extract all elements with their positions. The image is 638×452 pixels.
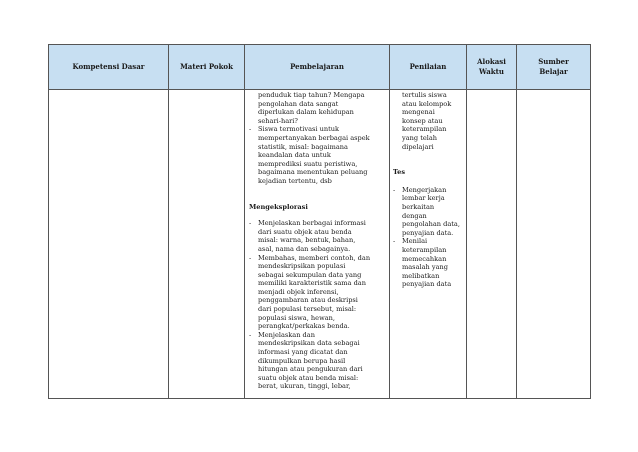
header-row [49,45,591,90]
header-pembelajaran [245,45,390,90]
list-item [249,331,386,391]
text-line: mendeskripsikan data sebagai [258,339,360,348]
text-line: atau kelompok [402,99,452,108]
list-item [249,254,386,331]
header-alokasi-line2: Waktu [479,67,504,76]
text-line: melibatkan [402,271,440,280]
bullet-dash: - [249,125,252,134]
text-line: mengenai [402,108,435,117]
text-line: sebagai sekumpulan data yang [258,270,362,279]
header-materi-pokok [169,45,245,90]
text-line: suatu objek atau benda misal: [258,373,359,382]
text-line: keandalan data untuk [258,151,331,160]
text-line: hitungan atau pengukuran dari [258,365,363,374]
header-sumber-line2: Belajar [539,67,568,76]
text-line: Menjelaskan dan [258,330,315,339]
list-item [249,125,386,185]
text-line: memecahkan [402,254,447,263]
bullet-dash: - [393,185,396,194]
text-line: dengan [402,211,427,220]
text-line: tertulis siswa [402,91,447,99]
text-line: masalah yang [402,263,449,272]
header-kompetensi-dasar [49,45,169,90]
text-line: sehari-hari? [258,116,298,125]
text-line: misal: warna, bentuk, bahan, [258,236,356,245]
header-alokasi-waktu [467,45,517,90]
text-line: keterampilan [402,125,447,134]
header-materi-label: Materi Pokok [180,62,233,71]
text-line: pengolahan data sangat [258,99,339,108]
section-title-tes: Tes [393,168,406,177]
text-line: keterampilan [402,245,447,254]
text-line: perangkat/perkakas benda. [258,322,350,331]
text-line: dari populasi tersebut, misal: [258,305,357,314]
text-line: berkaitan [402,202,435,211]
list-item [393,186,463,238]
text-line: penggambaran atau deskripsi [258,296,358,305]
cell-materi-pokok [169,90,245,399]
section-title-mengeksplorasi: Mengeksplorasi [249,202,308,211]
header-sumber-line1: Sumber [538,57,569,66]
text-line: penduduk tiap tahun? Mengapa [258,91,365,99]
text-line: informasi yang dicatat dan [258,348,348,357]
header-penilaian-label: Penilaian [409,62,447,71]
table-row [49,90,591,399]
header-sumber-belajar [517,45,591,90]
pembelajaran-intro [249,91,386,125]
text-line: yang telah [402,133,438,142]
cell-pembelajaran [245,90,390,399]
list-item [249,219,386,253]
bullet-dash: - [393,237,396,246]
text-line: Mengerjakan [402,185,447,194]
text-line: penyajian data. [402,228,454,237]
text-line: Menjelaskan berbagai informasi [258,219,366,228]
penilaian-intro [393,91,463,151]
text-line: memiliki karakteristik sama dan [258,279,366,288]
text-line: Membahas, memberi contoh, dan [258,253,371,262]
header-pembelajaran-label: Pembelajaran [290,62,344,71]
text-line: statistik, misal: bagaimana [258,142,348,151]
text-line: pengolahan data, [402,220,460,229]
header-penilaian [390,45,467,90]
text-line: mempertanyakan berbagai aspek [258,133,370,142]
bullet-dash: - [249,219,252,228]
text-line: Menilai [402,237,428,246]
text-line: populasi siswa, hewan, [258,313,335,322]
text-line: lembar kerja [402,194,445,203]
text-line: menjadi objek inferensi, [258,287,339,296]
text-line: dari suatu objek atau benda [258,227,352,236]
text-line: Siswa termotivasi untuk [258,125,339,134]
bullet-dash: - [249,253,252,262]
text-line: dikumpulkan berupa hasil [258,356,346,365]
header-alokasi-line1: Alokasi [477,57,506,66]
cell-kompetensi-dasar [49,90,169,399]
text-line: diperlukan dalam kehidupan [258,108,354,117]
header-kompetensi-label: Kompetensi Dasar [72,62,145,71]
cell-penilaian [390,90,467,399]
text-line: dipelajari [402,142,434,151]
syllabus-table [48,44,591,399]
text-line: asal, nama dan sebagainya. [258,244,351,253]
cell-sumber-belajar [517,90,591,399]
text-line: penyajian data [402,280,452,289]
list-item [393,237,463,289]
text-line: kejadian tertentu, dsb [258,176,332,185]
text-line: bagaimana menentukan peluang [258,168,368,177]
text-line: konsep atau [402,116,443,125]
bullet-dash: - [249,330,252,339]
text-line: mendeskripsikan populasi [258,262,346,271]
cell-alokasi-waktu [467,90,517,399]
text-line: berat, ukuran, tinggi, lebar, [258,382,351,391]
text-line: memprediksi suatu peristiwa, [258,159,358,168]
